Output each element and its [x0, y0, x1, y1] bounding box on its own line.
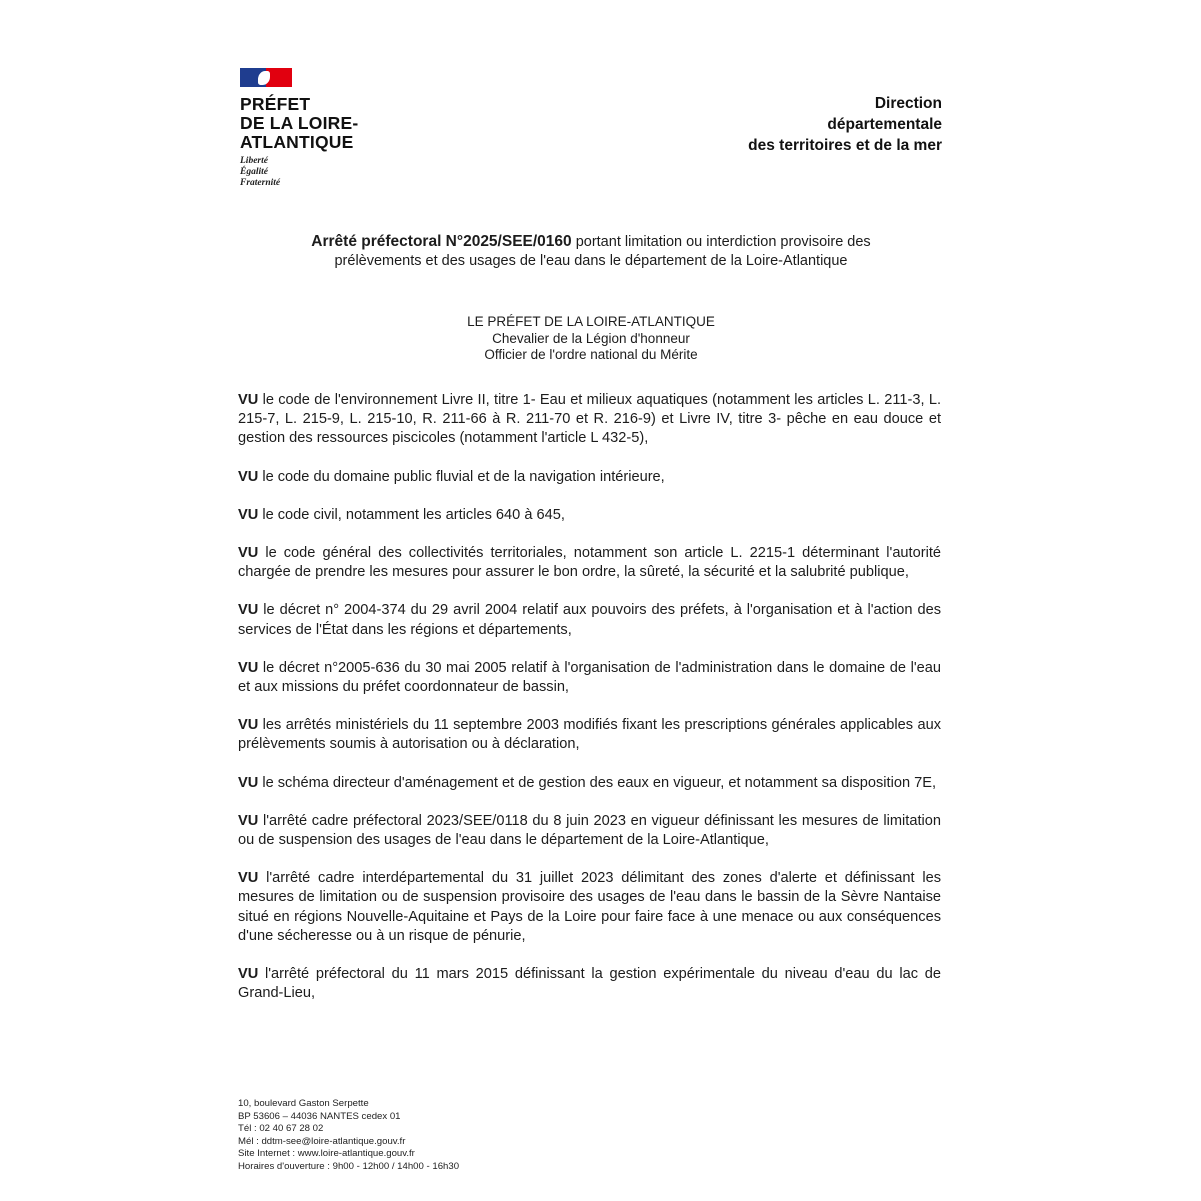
- decree-number: Arrêté préfectoral N°2025/SEE/0160: [311, 233, 572, 250]
- vu-paragraph: [238, 716, 941, 754]
- footer-line: Site Internet : www.loire-atlantique.gouv.fr: [238, 1148, 415, 1160]
- vu-label: VU: [238, 717, 259, 734]
- prefecture-line: DE LA LOIRE-: [240, 113, 359, 133]
- vu-paragraph: [238, 506, 941, 525]
- direction-line: Direction: [874, 95, 942, 112]
- motto-line: Liberté: [240, 156, 268, 166]
- prefect-line: LE PRÉFET DE LA LOIRE-ATLANTIQUE: [467, 314, 715, 329]
- prefecture-line: ATLANTIQUE: [240, 132, 354, 152]
- vu-text: le code civil, notamment les articles 640 à 645,: [258, 506, 565, 523]
- prefect-line: Chevalier de la Légion d'honneur: [492, 330, 690, 346]
- footer-line: Horaires d'ouverture : 9h00 - 12h00 / 14h00 - 16h30: [238, 1160, 460, 1172]
- decree-title-text: prélèvements et des usages de l'eau dans le département de la Loire-Atlantique: [334, 253, 848, 269]
- footer-line: BP 53606 – 44036 NANTES cedex 01: [238, 1110, 401, 1122]
- vu-label: VU: [238, 506, 259, 523]
- vu-text: le code général des collectivités territoriales, notamment son article L. 2215-1 déterminant l'autorité chargée de prendre les mesures pour assurer le bon ordre, la sûreté, la sécurité et la salubrité publique,: [238, 545, 941, 581]
- vu-label: VU: [238, 812, 259, 829]
- vu-paragraph: [238, 869, 941, 946]
- decree-title: [240, 232, 942, 271]
- decree-title-text: portant limitation ou interdiction provisoire des: [571, 234, 871, 250]
- vu-text: le schéma directeur d'aménagement et de gestion des eaux en vigueur, et notamment sa disposition 7E,: [258, 774, 937, 791]
- vu-paragraph: [238, 601, 941, 639]
- marianne-flag-icon: [240, 68, 292, 87]
- vu-label: VU: [238, 468, 259, 485]
- address-footer: [238, 1098, 459, 1174]
- vu-text: les arrêtés ministériels du 11 septembre 2003 modifiés fixant les prescriptions générales applicables aux prélèvements soumis à autorisation ou à déclaration,: [238, 717, 941, 753]
- republic-motto: [240, 156, 440, 189]
- vu-text: le décret n°2005-636 du 30 mai 2005 relatif à l'organisation de l'administration dans le domaine de l'eau et aux missions du préfet coordonnateur de bassin,: [238, 659, 941, 696]
- footer-line: 10, boulevard Gaston Serpette: [238, 1098, 369, 1109]
- vu-paragraph: [238, 544, 941, 582]
- vu-label: VU: [238, 659, 259, 676]
- vu-label: VU: [238, 774, 259, 791]
- vu-text: le code du domaine public fluvial et de la navigation intérieure,: [258, 468, 665, 485]
- vu-text: l'arrêté préfectoral du 11 mars 2015 définissant la gestion expérimentale du niveau d'eau du lac de Grand-Lieu,: [238, 966, 941, 1002]
- direction-heading: [748, 93, 942, 156]
- vu-paragraph: [238, 391, 941, 449]
- prefecture-name: [240, 95, 440, 152]
- vu-label: VU: [238, 966, 259, 983]
- prefecture-logo-block: [240, 68, 440, 189]
- vu-label: VU: [238, 870, 259, 887]
- vu-label: VU: [238, 602, 259, 619]
- vu-paragraph: [238, 774, 941, 793]
- vu-label: VU: [238, 392, 259, 408]
- considerations-list: [238, 391, 941, 1022]
- vu-text: le décret n° 2004-374 du 29 avril 2004 relatif aux pouvoirs des préfets, à l'organisation et à l'action des services de l'État dans les régions et départements,: [238, 602, 941, 638]
- direction-line: des territoires et de la mer: [748, 137, 942, 154]
- motto-line: Fraternité: [240, 178, 281, 188]
- footer-line: Mél : ddtm-see@loire-atlantique.gouv.fr: [238, 1135, 406, 1147]
- vu-paragraph: [238, 468, 941, 487]
- motto-line: Égalité: [240, 167, 268, 177]
- vu-text: l'arrêté cadre préfectoral 2023/SEE/0118 du 8 juin 2023 en vigueur définissant les mesures de limitation ou de suspension des usages de l'eau dans le département de la Loire-Atlantique,: [238, 812, 941, 849]
- vu-paragraph: [238, 812, 941, 850]
- vu-paragraph: [238, 659, 941, 697]
- vu-text: l'arrêté cadre interdépartemental du 31 juillet 2023 délimitant des zones d'alerte et définissant les mesures de limitation ou de suspension provisoire des usages de l'eau dans le bassin de la Sèvre Nantaise situé en régions Nouvelle-Aquitaine et Pays de la Loire pour faire face à une menace ou aux conséquences d'une sécheresse ou à un risque de pénurie,: [238, 870, 941, 944]
- prefecture-line: PRÉFET: [240, 94, 311, 114]
- direction-line: départementale: [827, 116, 942, 133]
- vu-label: VU: [238, 545, 259, 562]
- vu-paragraph: [238, 965, 941, 1003]
- prefect-header: [240, 314, 942, 364]
- prefect-line: Officier de l'ordre national du Mérite: [484, 347, 698, 362]
- footer-line: Tél : 02 40 67 28 02: [238, 1123, 324, 1135]
- vu-text: le code de l'environnement Livre II, titre 1- Eau et milieux aquatiques (notamment les articles L. 211-3, L. 215-7, L. 215-9, L. 215-10, R. 211-66 à R. 211-70 et R. 216-9) et Livre IV, titre 3- pêche en eau douce et gestion des ressources piscicoles (notamment l'article L 432-5),: [238, 392, 941, 447]
